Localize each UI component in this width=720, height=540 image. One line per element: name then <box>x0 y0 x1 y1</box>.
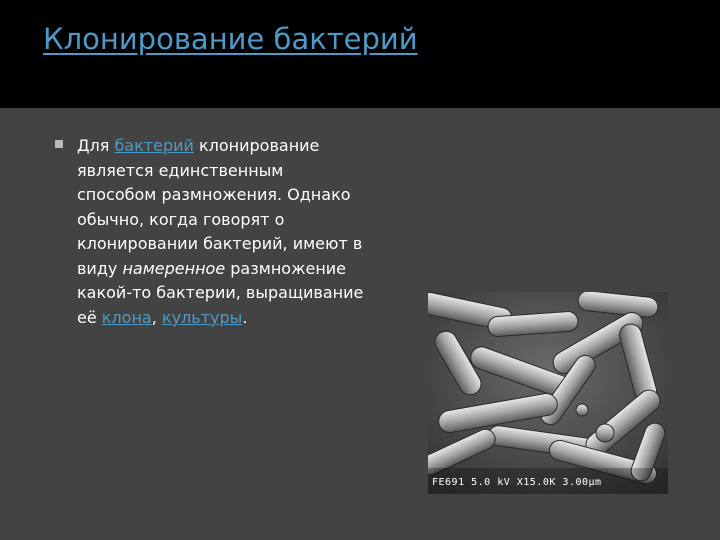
slide-header <box>0 0 720 108</box>
text-part: клонирование является единственным способом размножения. Однако обычно, когда говорят о клонировании бактерий, имеют в виду <box>77 136 363 278</box>
bullet-text <box>77 134 367 330</box>
link-culture[interactable]: культуры <box>161 307 243 327</box>
bacteria-micrograph <box>428 292 668 494</box>
emphasis-text: намеренное <box>122 258 226 278</box>
micrograph-caption: FE691 5.0 kV X15.0K 3.00μm <box>432 477 602 488</box>
slide-title: Клонирование бактерий <box>43 22 418 56</box>
micrograph-drawing <box>428 292 668 494</box>
square-bullet-icon <box>55 140 63 148</box>
link-bacteria[interactable]: бактерий <box>114 136 194 155</box>
text-part: размножение какой-то бактерии, выращивание её <box>77 258 364 327</box>
link-clone[interactable]: клона <box>101 307 152 327</box>
text-part: . <box>242 307 248 327</box>
text-part: , <box>151 307 162 327</box>
text-part: Для <box>77 136 115 155</box>
